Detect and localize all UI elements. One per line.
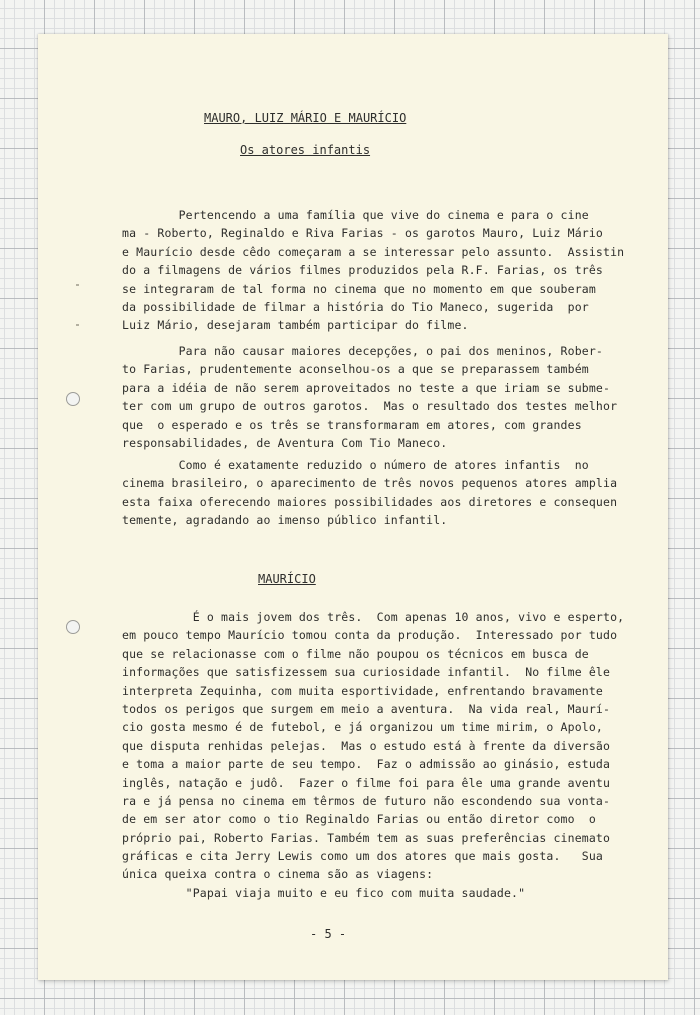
text-line: para a idéia de não serem aproveitados no teste a que iriam se subme- [122, 380, 611, 395]
text-line: que o esperado e os três se transformaram em atores, com grandes [122, 417, 582, 432]
intro-paragraph-1 [122, 206, 624, 335]
text-line: que se relacionasse com o filme não poupou os técnicos em busca de [122, 646, 589, 661]
punch-hole [66, 620, 80, 634]
pencil-mark [76, 324, 79, 326]
text-line: interpreta Zequinha, com muita esportividade, enfrentando bravamente [122, 683, 604, 698]
text-line: ma - Roberto, Reginaldo e Riva Farias - os garotos Mauro, Luiz Mário [122, 226, 604, 241]
text-line: da possibilidade de filmar a história do Tio Maneco, sugerida por [122, 299, 589, 314]
text-line: esta faixa oferecendo maiores possibilidades aos diretores e consequen [122, 494, 618, 509]
text-line: to Farias, prudentemente aconselhou-os a que se preparassem também [122, 362, 589, 377]
text-line: e Maurício desde cêdo começaram a se interessar pelo assunto. Assistin [122, 244, 625, 259]
text-line: cio gosta mesmo é de futebol, e já organizou um time mirim, o Apolo, [122, 720, 604, 735]
text-line: Pertencendo a uma família que vive do cinema e para o cine [122, 208, 589, 222]
text-line: informações que satisfizessem sua curiosidade infantil. No filme êle [122, 665, 611, 680]
document-title: MAURO, LUIZ MÁRIO E MAURÍCIO [204, 111, 407, 125]
pencil-mark [76, 284, 79, 286]
text-line: do a filmagens de vários filmes produzidos pela R.F. Farias, os três [122, 263, 604, 278]
section-title: MAURÍCIO [258, 572, 316, 586]
text-line: que disputa renhidas pelejas. Mas o estudo está à frente da diversão [122, 738, 611, 753]
text-line: gráficas e cita Jerry Lewis como um dos atores que mais gosta. Sua [122, 849, 604, 864]
text-line: cinema brasileiro, o aparecimento de três novos pequenos atores amplia [122, 476, 618, 491]
text-line: responsabilidades, de Aventura Com Tio Maneco. [122, 435, 448, 450]
text-line: Como é exatamente reduzido o número de atores infantis no [122, 458, 589, 472]
text-line: ra e já pensa no cinema em têrmos de futuro não escondendo sua vonta- [122, 793, 611, 808]
text-line: se integraram de tal forma no cinema que no momento em que souberam [122, 281, 596, 296]
intro-paragraph-2 [122, 342, 617, 452]
document-subtitle: Os atores infantis [240, 143, 371, 157]
text-line: Para não causar maiores decepções, o pai dos meninos, Rober- [122, 344, 604, 358]
quote-line: "Papai viaja muito e eu fico com muita saudade." [122, 885, 526, 900]
punch-hole [66, 392, 80, 406]
text-line: temente, agradando ao imenso público infantil. [122, 513, 448, 528]
text-line: única queixa contra o cinema são as viagens: [122, 867, 434, 882]
text-line: próprio pai, Roberto Farias. Também tem as suas preferências cinemato [122, 830, 611, 845]
text-line: inglês, natação e judô. Fazer o filme foi para êle uma grande aventu [122, 775, 611, 790]
text-line: e toma a maior parte de seu tempo. Faz o admissão ao ginásio, estuda [122, 757, 611, 772]
section-paragraph [122, 608, 624, 902]
document-page [38, 34, 668, 980]
text-line: Luiz Mário, desejaram também participar do filme. [122, 318, 469, 333]
text-line: ter com um grupo de outros garotos. Mas o resultado dos testes melhor [122, 399, 618, 414]
text-line: É o mais jovem dos três. Com apenas 10 anos, vivo e esperto, [122, 610, 625, 624]
page-number: - 5 - [310, 927, 347, 941]
text-line: em pouco tempo Maurício tomou conta da produção. Interessado por tudo [122, 628, 618, 643]
text-line: de em ser ator como o tio Reginaldo Farias ou então diretor como o [122, 812, 596, 827]
intro-paragraph-3 [122, 456, 617, 530]
text-line: todos os perigos que surgem em meio a aventura. Na vida real, Maurí- [122, 701, 611, 716]
